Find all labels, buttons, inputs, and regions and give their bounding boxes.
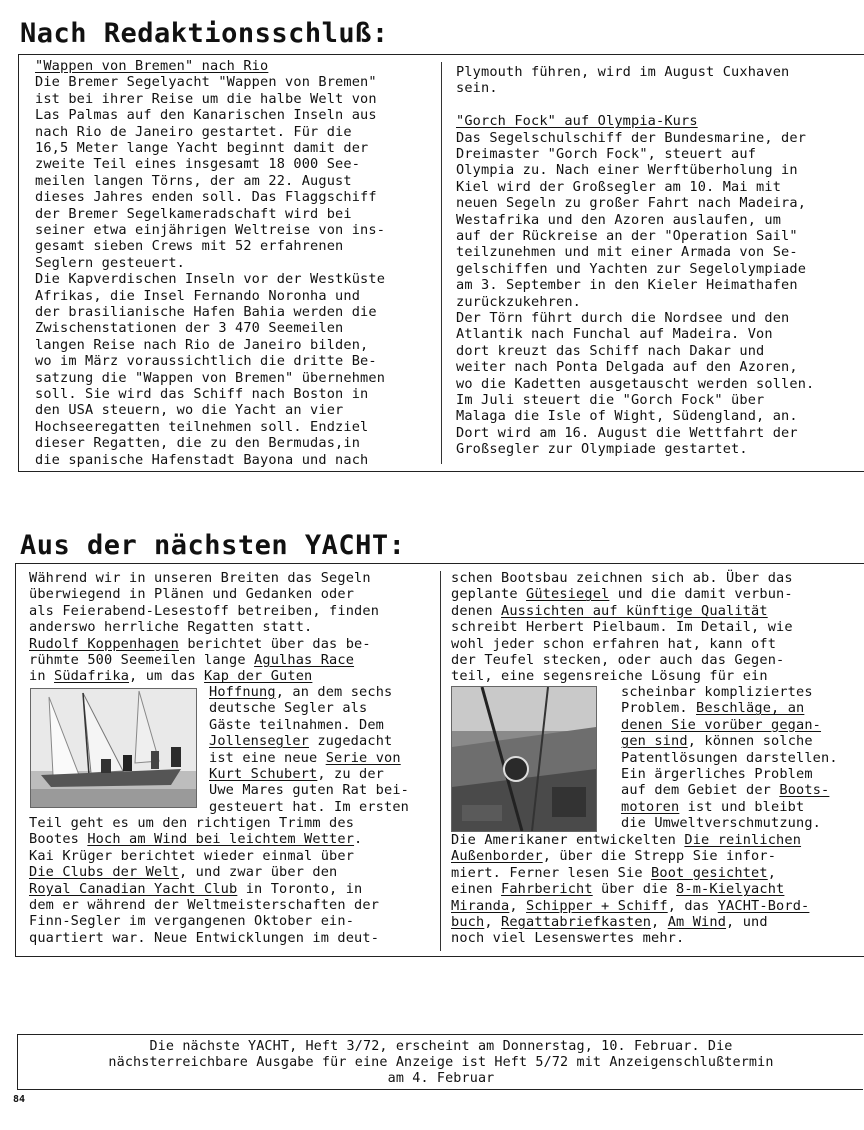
text-segment: den USA steuern, wo die Yacht an vier bbox=[35, 402, 344, 419]
text-line bbox=[451, 848, 776, 864]
text-line bbox=[456, 376, 814, 392]
text-segment: zugedacht bbox=[309, 733, 393, 750]
section2-left-column-wrap bbox=[209, 684, 439, 815]
text-line bbox=[209, 733, 392, 749]
text-line bbox=[621, 684, 813, 700]
text-line bbox=[29, 831, 362, 847]
text-line bbox=[451, 898, 809, 914]
text-segment: deutsche Segler als bbox=[209, 700, 368, 717]
text-segment: 16,5 Meter lange Yacht beginnt damit der bbox=[35, 140, 369, 156]
text-segment: Royal Canadian Yacht Club bbox=[29, 880, 238, 897]
text-line bbox=[456, 261, 806, 277]
text-line bbox=[456, 277, 798, 293]
text-segment: Teil geht es um den richtigen Trimm des bbox=[29, 815, 355, 831]
text-segment: berichtet über das be- bbox=[179, 635, 371, 652]
section2-title: Aus der nächsten YACHT: bbox=[20, 530, 406, 561]
text-segment: , bbox=[651, 914, 668, 930]
text-segment: quartiert war. Neue Entwicklungen im deut- bbox=[29, 929, 380, 946]
text-segment: Kurt Schubert bbox=[209, 766, 318, 782]
text-line bbox=[29, 652, 354, 668]
text-segment: . bbox=[354, 831, 363, 848]
text-segment: dieser Regatten, die zu den Bermudas,in bbox=[35, 435, 361, 452]
section1-column-divider bbox=[441, 62, 442, 464]
text-segment: , bbox=[767, 864, 777, 881]
text-segment: Agulhas Race bbox=[254, 652, 355, 668]
text-line bbox=[456, 343, 764, 359]
text-segment: Atlantik nach Funchal auf Madeira. Von bbox=[456, 326, 773, 343]
text-line bbox=[35, 173, 352, 189]
text-segment: am 3. September in den Kieler Heimathafen bbox=[456, 277, 798, 294]
text-line bbox=[209, 799, 409, 815]
text-segment: , um das bbox=[129, 668, 205, 685]
text-segment: nach Rio de Janeiro gestartet. Für die bbox=[35, 123, 352, 140]
text-line bbox=[621, 733, 813, 749]
text-line bbox=[35, 91, 377, 107]
text-line bbox=[456, 195, 806, 211]
text-segment: gesteuert hat. Im ersten bbox=[209, 798, 410, 815]
text-segment: gesamt sieben Crews mit 52 erfahrenen bbox=[35, 238, 344, 255]
text-segment: Zwischenstationen der 3 470 Seemeilen bbox=[35, 320, 344, 337]
text-line bbox=[35, 238, 343, 254]
text-line bbox=[451, 865, 776, 881]
text-segment: teilzunehmen und mit einer Armada von Se- bbox=[456, 244, 798, 261]
text-segment: wo die Kadetten ausgetauscht werden sollen. bbox=[456, 375, 815, 392]
text-line bbox=[29, 603, 379, 619]
text-segment: dieses Jahres enden soll. Das Flaggschiff bbox=[35, 189, 377, 206]
section2-right-column-wrap bbox=[621, 684, 864, 832]
text-line bbox=[29, 668, 312, 684]
section2-left-column-bottom bbox=[29, 815, 439, 946]
text-line bbox=[35, 74, 377, 90]
text-line bbox=[209, 684, 392, 700]
page-number: 84 bbox=[13, 1094, 26, 1105]
text-segment: Kiel wird der Großsegler am 10. Mai mit bbox=[456, 178, 782, 195]
text-line bbox=[456, 441, 748, 457]
text-segment: Uwe Mares guten Rat bei- bbox=[209, 782, 410, 799]
text-segment: , bbox=[484, 914, 502, 930]
text-line bbox=[451, 603, 768, 619]
text-line bbox=[29, 930, 379, 946]
text-segment: wo im März voraussichtlich die dritte Be- bbox=[35, 353, 377, 370]
text-line bbox=[456, 179, 781, 195]
text-line bbox=[29, 570, 371, 586]
text-line bbox=[35, 189, 377, 205]
text-segment: Malaga die Isle of Wight, Südengland, an. bbox=[456, 408, 798, 425]
text-line bbox=[456, 310, 789, 326]
text-segment: in bbox=[29, 668, 55, 685]
text-segment: Boot gesichtet bbox=[651, 864, 768, 881]
text-segment: langen Reise nach Rio de Janeiro bilden, bbox=[35, 336, 369, 353]
text-line bbox=[35, 271, 385, 287]
text-segment: über die bbox=[592, 881, 677, 898]
text-line bbox=[35, 124, 352, 140]
text-segment: ist eine neue bbox=[209, 749, 326, 766]
text-segment: , bbox=[509, 897, 527, 914]
text-segment: Serie von bbox=[325, 749, 401, 766]
text-line bbox=[621, 717, 821, 733]
text-segment: Hoch am Wind bei leichtem Wetter bbox=[87, 831, 355, 848]
text-line bbox=[35, 222, 385, 238]
text-line bbox=[456, 408, 798, 424]
text-segment: Dreimaster "Gorch Fock", steuert auf bbox=[456, 146, 757, 162]
text-line bbox=[35, 255, 185, 271]
text-segment: Die Bremer Segelyacht "Wappen von Bremen" bbox=[35, 74, 377, 91]
text-segment: Gäste teilnahmen. Dem bbox=[209, 716, 385, 733]
text-segment: , können solche bbox=[687, 733, 813, 750]
text-line bbox=[456, 425, 798, 441]
text-segment: meilen langen Törns, der am 22. August bbox=[35, 172, 352, 189]
text-segment: Am Wind bbox=[667, 914, 727, 930]
text-line bbox=[35, 58, 268, 74]
text-line bbox=[35, 370, 385, 386]
text-segment: Fahrbericht bbox=[501, 881, 593, 898]
text-segment: Die Kapverdischen Inseln vor der Westküste bbox=[35, 271, 386, 288]
text-segment: auf der Rückreise an der "Operation Sail" bbox=[456, 228, 798, 244]
text-segment: weiter nach Ponta Delgada auf den Azoren, bbox=[456, 359, 798, 376]
text-line bbox=[621, 750, 838, 766]
text-segment: Kap der Guten bbox=[204, 668, 313, 685]
text-segment: ist bei ihrer Reise um die halbe Welt von bbox=[35, 90, 377, 107]
text-segment: wohl jeder schon erfahren hat, kann oft bbox=[451, 635, 777, 652]
text-segment: YACHT-Bord- bbox=[717, 897, 810, 914]
text-line bbox=[456, 64, 789, 80]
text-line bbox=[451, 586, 793, 602]
text-segment: Plymouth führen, wird im August Cuxhaven bbox=[456, 64, 790, 80]
text-line bbox=[456, 228, 798, 244]
text-segment: der Teufel stecken, oder auch das Gegen- bbox=[451, 652, 785, 668]
text-segment: noch viel Lesenswertes mehr. bbox=[451, 930, 685, 947]
text-segment: gen sind bbox=[621, 733, 688, 750]
text-segment: satzung die "Wappen von Bremen" übernehmen bbox=[35, 369, 386, 386]
text-line bbox=[29, 881, 362, 897]
text-line bbox=[35, 320, 343, 336]
text-segment: "Gorch Fock" auf Olympia-Kurs bbox=[456, 113, 698, 130]
text-segment: Der Törn führt durch die Nordsee und den bbox=[456, 310, 790, 326]
text-segment: und die damit verbun- bbox=[609, 586, 793, 603]
text-segment: überwiegend in Plänen und Gedanken oder bbox=[29, 586, 355, 603]
text-line bbox=[35, 419, 368, 435]
text-line bbox=[451, 930, 684, 946]
sailing-dinghy-photo bbox=[30, 688, 197, 808]
text-line bbox=[29, 586, 354, 602]
text-segment: Kai Krüger berichtet wieder einmal über bbox=[29, 847, 355, 864]
text-line bbox=[35, 288, 360, 304]
section2-right-column-top bbox=[451, 570, 861, 685]
text-segment: sein. bbox=[456, 80, 498, 97]
text-line bbox=[621, 799, 804, 815]
text-line bbox=[35, 140, 368, 156]
text-segment: anderswo herrliche Regatten statt. bbox=[29, 619, 313, 636]
text-segment: zweite Teil eines insgesamt 18 000 See- bbox=[35, 156, 361, 173]
text-segment: gelschiffen und Yachten zur Segelolympiade bbox=[456, 260, 807, 277]
text-segment: schreibt Herbert Pielbaum. Im Detail, wie bbox=[451, 619, 793, 636]
text-segment: als Feierabend-Lesestoff betreiben, finden bbox=[29, 602, 380, 619]
text-line bbox=[29, 864, 337, 880]
text-segment: Aussichten auf künftige Qualität bbox=[501, 602, 768, 619]
text-line bbox=[35, 353, 377, 369]
text-segment: Westafrika und den Azoren auslaufen, um bbox=[456, 211, 782, 228]
text-line bbox=[456, 212, 781, 228]
text-segment: geplante bbox=[451, 586, 527, 603]
text-line bbox=[35, 337, 368, 353]
text-line bbox=[456, 113, 698, 129]
text-line bbox=[451, 881, 784, 897]
text-segment: buch bbox=[451, 914, 485, 930]
section1-title: Nach Redaktionsschluß: bbox=[20, 18, 389, 49]
boat-fitting-photo bbox=[451, 686, 597, 832]
text-line bbox=[621, 782, 829, 798]
text-segment: Im Juli steuert die "Gorch Fock" über bbox=[456, 392, 765, 408]
text-segment: Die Clubs der Welt bbox=[29, 864, 180, 881]
text-line bbox=[621, 815, 821, 831]
text-line bbox=[451, 668, 768, 684]
text-segment: Großsegler zur Olympiade gestartet. bbox=[456, 441, 748, 458]
text-segment: Gütesiegel bbox=[526, 586, 610, 603]
text-line bbox=[456, 80, 498, 96]
text-segment: Problem. bbox=[621, 700, 697, 717]
section1-right-column bbox=[456, 64, 861, 458]
text-line bbox=[29, 636, 371, 652]
section2-column-divider bbox=[440, 571, 441, 951]
text-segment: Boots- bbox=[779, 782, 830, 799]
text-segment: Schipper + Schiff bbox=[526, 897, 668, 914]
text-line bbox=[451, 636, 776, 652]
text-line bbox=[29, 913, 354, 929]
section2-right-column-bottom bbox=[451, 832, 861, 947]
text-segment: Olympia zu. Nach einer Werftüberholung in bbox=[456, 162, 798, 179]
text-segment: Die Amerikaner entwickelten bbox=[451, 832, 685, 848]
text-line bbox=[451, 570, 793, 586]
text-line bbox=[209, 766, 384, 782]
text-line bbox=[35, 402, 343, 418]
text-segment: schen Bootsbau zeichnen sich ab. Über das bbox=[451, 570, 793, 586]
notice-line: nächsterreichbare Ausgabe für eine Anzeige ist Heft 5/72 mit Anzeigenschlußtermin bbox=[108, 1055, 774, 1070]
text-segment: die Umweltverschmutzung. bbox=[621, 815, 822, 832]
text-line bbox=[29, 897, 379, 913]
notice-line: Die nächste YACHT, Heft 3/72, erscheint am Donnerstag, 10. Februar. Die bbox=[149, 1039, 733, 1054]
text-line bbox=[29, 848, 354, 864]
text-segment: , und zwar über den bbox=[179, 864, 338, 881]
text-segment: Hoffnung bbox=[209, 684, 276, 700]
text-segment: Regattabriefkasten bbox=[501, 914, 652, 930]
section2-left-column-top bbox=[29, 570, 439, 685]
next-issue-notice bbox=[17, 1034, 863, 1090]
text-line bbox=[451, 619, 793, 635]
text-segment: der brasilianische Hafen Bahia werden die bbox=[35, 304, 377, 320]
text-line bbox=[451, 652, 784, 668]
text-segment: , zu der bbox=[317, 766, 385, 782]
text-line bbox=[35, 386, 368, 402]
text-segment: , das bbox=[667, 897, 718, 914]
text-segment: einen bbox=[451, 881, 502, 898]
text-segment: Finn-Segler im vergangenen Oktober ein- bbox=[29, 913, 355, 930]
text-segment: 8-m-Kielyacht bbox=[676, 881, 785, 898]
text-segment: neuen Segeln zu großer Fahrt nach Madeira, bbox=[456, 195, 807, 212]
text-line bbox=[29, 619, 312, 635]
text-segment: Beschläge, an bbox=[696, 700, 805, 717]
text-segment: in Toronto, in bbox=[237, 880, 363, 897]
text-line bbox=[209, 782, 409, 798]
text-segment: scheinbar kompliziertes bbox=[621, 684, 813, 700]
text-segment: "Wappen von Bremen" nach Rio bbox=[35, 58, 269, 74]
text-line bbox=[456, 130, 806, 146]
text-segment: Ein ärgerliches Problem bbox=[621, 766, 813, 782]
text-segment: Bootes bbox=[29, 831, 88, 848]
text-line bbox=[209, 700, 367, 716]
text-segment: Das Segelschulschiff der Bundesmarine, der bbox=[456, 129, 807, 146]
text-line bbox=[621, 700, 804, 716]
text-segment: Während wir in unseren Breiten das Segeln bbox=[29, 570, 371, 586]
text-line bbox=[209, 717, 384, 733]
text-segment: , und bbox=[726, 914, 768, 930]
text-line bbox=[621, 766, 813, 782]
text-segment: Miranda bbox=[451, 897, 510, 914]
text-segment: die spanische Hafenstadt Bayona und nach bbox=[35, 451, 369, 468]
text-segment: Patentlösungen darstellen. bbox=[621, 749, 838, 766]
text-segment: Außenborder bbox=[451, 848, 543, 865]
text-segment: soll. Sie wird das Schiff nach Boston in bbox=[35, 386, 369, 402]
text-segment: dem er während der Weltmeisterschaften der bbox=[29, 897, 380, 913]
notice-line: am 4. Februar bbox=[387, 1071, 495, 1086]
text-segment: zurückzukehren. bbox=[456, 293, 582, 310]
text-line bbox=[456, 359, 798, 375]
text-segment: Jollensegler bbox=[209, 733, 310, 750]
text-line bbox=[35, 452, 368, 468]
text-line bbox=[35, 107, 377, 123]
text-segment: Dort wird am 16. August die Wettfahrt der bbox=[456, 424, 798, 441]
text-segment: ist und bleibt bbox=[679, 798, 805, 815]
text-line bbox=[456, 294, 581, 310]
text-segment: , über die Strepp Sie infor- bbox=[542, 848, 777, 865]
text-segment: Südafrika bbox=[54, 668, 130, 685]
text-segment: teil, eine segensreiche Lösung für ein bbox=[451, 668, 768, 685]
text-line bbox=[209, 750, 401, 766]
text-segment: Rudolf Koppenhagen bbox=[29, 635, 180, 652]
text-segment: Die reinlichen bbox=[684, 832, 802, 848]
text-segment: miert. Ferner lesen Sie bbox=[451, 864, 652, 881]
section1-left-column bbox=[35, 58, 435, 468]
text-line bbox=[456, 244, 798, 260]
text-segment: Afrikas, die Insel Fernando Noronha und bbox=[35, 287, 361, 304]
text-segment: dort kreuzt das Schiff nach Dakar und bbox=[456, 342, 765, 359]
text-line bbox=[29, 815, 354, 831]
text-segment: rühmte 500 Seemeilen lange bbox=[29, 652, 255, 668]
text-segment: denen bbox=[451, 602, 502, 619]
text-segment: , an dem sechs bbox=[275, 684, 393, 700]
text-line bbox=[35, 435, 360, 451]
text-line bbox=[35, 304, 377, 320]
text-line bbox=[451, 832, 801, 848]
text-line bbox=[456, 162, 798, 178]
text-line bbox=[35, 206, 352, 222]
text-line bbox=[456, 392, 764, 408]
text-segment: denen Sie vorüber gegan- bbox=[621, 716, 822, 733]
text-segment: Seglern gesteuert. bbox=[35, 254, 186, 271]
text-segment: Las Palmas auf den Kanarischen Inseln aus bbox=[35, 107, 377, 124]
text-line bbox=[456, 326, 773, 342]
text-segment: Hochseeregatten teilnehmen soll. Endziel bbox=[35, 418, 369, 435]
text-line bbox=[456, 146, 756, 162]
text-line bbox=[451, 914, 768, 930]
text-segment: motoren bbox=[621, 798, 680, 815]
text-segment: der Bremer Segelkameradschaft wird bei bbox=[35, 205, 352, 222]
text-segment: seiner etwa einjährigen Weltreise von ins- bbox=[35, 222, 386, 238]
text-segment: auf dem Gebiet der bbox=[621, 782, 780, 799]
text-line bbox=[35, 156, 360, 172]
